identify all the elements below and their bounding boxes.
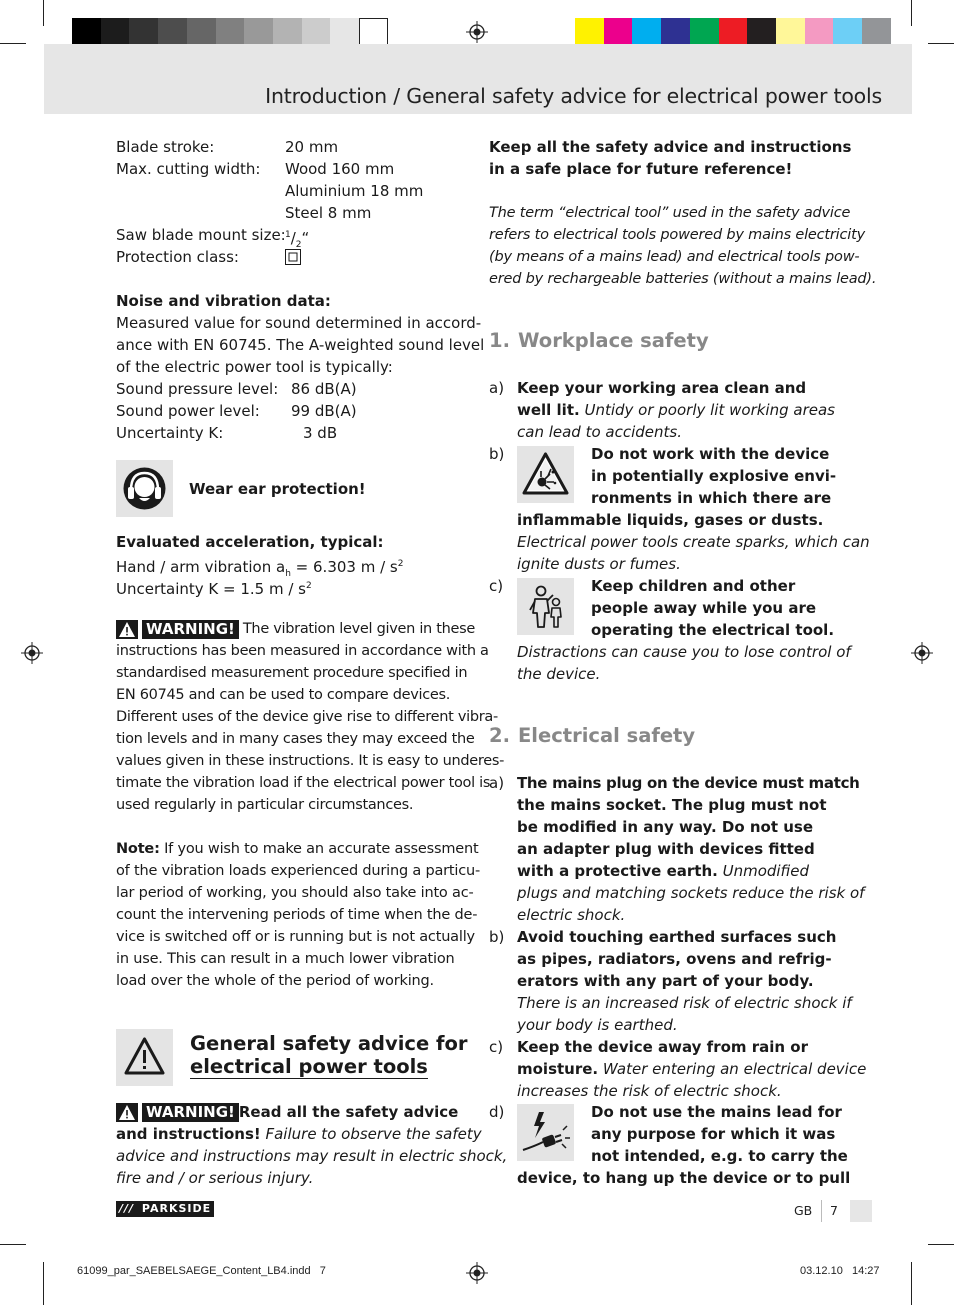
s2d-bold-line: Do not use the mains lead for [591, 1103, 842, 1121]
noise-text-line: Measured value for sound determined in accord- [116, 314, 482, 332]
read-advice-bold: and instructions! [116, 1125, 261, 1143]
grayscale-swatch [273, 18, 302, 46]
warning-text-line: EN 60745 and can be used to compare devices. [116, 687, 451, 703]
warning-text-line: Different uses of the device give rise to different vibra- [116, 709, 498, 725]
general-warning-icon-box [116, 1029, 173, 1086]
logo-stripes: /// [119, 1202, 135, 1215]
note-text-line: count the intervening periods of time when the de- [116, 907, 478, 923]
read-advice-text: Read all the safety advice [238, 1103, 459, 1121]
electric-plug-shock-icon [517, 1104, 574, 1161]
sound-pressure-label: Sound pressure level: [116, 380, 279, 398]
crop-mark [928, 1244, 954, 1245]
s2b-bold-line: Avoid touching earthed surfaces such [517, 928, 837, 946]
warning-text-line: used regularly in particular circumstances. [116, 797, 414, 813]
s2b-bold-line: as pipes, radiators, ovens and refrig- [517, 950, 832, 968]
color-swatch [776, 18, 805, 46]
registration-mark-icon [21, 642, 43, 664]
ear-protection-text: Wear ear protection! [189, 480, 366, 498]
language-code: GB [794, 1203, 813, 1218]
s1b-bold-line: ronments in which there are [591, 489, 832, 507]
crop-mark [0, 43, 26, 44]
noise-text-line: of the electric power tool is typically: [116, 358, 393, 376]
s2a-italic-line: plugs and matching sockets reduce the risk of [517, 884, 865, 902]
grayscale-swatch [158, 18, 187, 46]
s1a-bold-line: Keep your working area clean and [517, 379, 807, 397]
superscript-2: 2 [397, 559, 404, 569]
grayscale-swatch [187, 18, 216, 46]
spec-value: 20 mm [285, 138, 339, 156]
s1a-line [517, 399, 835, 421]
keep-advice-line: in a safe place for future reference! [489, 160, 793, 178]
uncertainty-label: Uncertainty K: [116, 424, 224, 442]
ear-protection-icon [116, 460, 173, 517]
grayscale-swatch [330, 18, 359, 46]
general-safety-heading-line: General safety advice for [190, 1032, 468, 1055]
hand-arm-text: Hand / arm vibration a [116, 558, 286, 576]
warning-triangle-icon [116, 1029, 173, 1086]
s1b-bold-line: inflammable liquids, gases or dusts. [517, 511, 824, 529]
term-definition-line: refers to electrical tools powered by mains electricity [489, 227, 865, 243]
note-text-line: lar period of working, you should also take into ac- [116, 885, 474, 901]
s1b-italic-line: Electrical power tools create sparks, which can [517, 533, 870, 551]
s2a-bold-line: an adapter plug with devices fitted [517, 840, 815, 858]
warning-label: WARNING! [142, 1103, 239, 1122]
crop-mark [928, 43, 954, 44]
grayscale-swatch [101, 18, 130, 46]
s2d-bold-line: any purpose for which it was [591, 1125, 836, 1143]
vibration-uncertainty-text: Uncertainty K = 1.5 m / s [116, 580, 306, 598]
uncertainty-value: 3 dB [303, 424, 338, 442]
s2c-italic: Water entering an electrical device [598, 1060, 867, 1078]
crop-mark [43, 0, 44, 26]
s2c-italic-line: increases the risk of electric shock. [517, 1082, 782, 1100]
s2a-line [517, 860, 809, 882]
section-heading-workplace-safety [489, 329, 709, 352]
s2a-italic: Unmodified [717, 862, 809, 880]
sound-pressure-value: 86 dB(A) [291, 380, 357, 398]
s2b-italic-line: your body is earthed. [517, 1016, 678, 1034]
grayscale-swatch [129, 18, 158, 46]
crop-mark [43, 1262, 44, 1305]
footer-divider [821, 1200, 822, 1222]
s2c-bold: moisture. [517, 1060, 599, 1078]
page-tab-marker [850, 1200, 872, 1222]
color-swatch [833, 18, 862, 46]
warning-text-line: timate the vibration load if the electrical power tool is [116, 775, 491, 791]
grayscale-swatch [244, 18, 273, 46]
read-advice-italic-line: fire and / or serious injury. [116, 1169, 314, 1187]
explosive-environment-icon [517, 446, 574, 503]
warning-triangle-icon [116, 1103, 138, 1122]
read-advice-italic-line: advice and instructions may result in electric shock, [116, 1147, 508, 1165]
s1c-bold-line: Keep children and other [591, 577, 796, 595]
sound-power-label: Sound power level: [116, 402, 260, 420]
hand-arm-value: = 6.303 m / s [290, 558, 398, 576]
section-heading-electrical-safety [489, 724, 695, 747]
logo-brand-text: PARKSIDE [141, 1202, 212, 1215]
s2d-bold-line: device, to hang up the device or to pull [517, 1169, 851, 1187]
subscript-h: h [285, 569, 291, 579]
registration-mark-icon [466, 1262, 488, 1284]
list-marker: b) [489, 445, 505, 463]
spec-label: Protection class: [116, 248, 239, 266]
crop-mark [911, 0, 912, 26]
s2b-bold-line: erators with any part of your body. [517, 972, 814, 990]
fraction-slash: / [290, 229, 296, 247]
color-swatch [747, 18, 776, 46]
color-swatch [661, 18, 690, 46]
general-safety-heading-line: electrical power tools [190, 1055, 428, 1078]
spec-value: Wood 160 mm [285, 160, 395, 178]
s2a-bold-line: The mains plug on the device must match [517, 774, 860, 792]
warning-triangle-icon [116, 620, 138, 639]
warning-paragraph-start [116, 618, 475, 640]
grayscale-swatch [72, 18, 101, 46]
color-swatch [690, 18, 719, 46]
s2b-italic-line: There is an increased risk of electric shock if [517, 994, 852, 1012]
mains-lead-icon-box [517, 1104, 574, 1161]
list-marker: d) [489, 1103, 505, 1121]
general-safety-heading [190, 1032, 467, 1079]
s1c-bold-line: people away while you are [591, 599, 817, 617]
s1a-italic: Untidy or poorly lit working areas [579, 401, 835, 419]
warning-text-line: standardised measurement procedure specified in [116, 665, 468, 681]
list-marker: b) [489, 928, 505, 946]
fraction-numerator: 1 [285, 230, 291, 240]
section-title: Workplace safety [517, 329, 709, 352]
s2a-bold: with a protective earth. [517, 862, 718, 880]
warning-text-line: tion levels and in many cases they may exceed the [116, 731, 475, 747]
list-marker: c) [489, 577, 504, 595]
s1c-italic-line: Distractions can cause you to lose control of [517, 643, 851, 661]
s1a-bold: well lit. [517, 401, 580, 419]
color-swatch [805, 18, 834, 46]
registration-mark-icon [911, 642, 933, 664]
color-swatch [575, 18, 604, 46]
term-definition-line: (by means of a mains lead) and electrical tools pow- [489, 249, 860, 265]
page-number: 7 [830, 1203, 838, 1218]
s1a-italic-line: can lead to accidents. [517, 423, 682, 441]
spec-label: Max. cutting width: [116, 160, 261, 178]
section-title: Electrical safety [517, 724, 696, 747]
ear-protection-icon-box [116, 460, 173, 517]
vibration-uncertainty [116, 575, 312, 600]
read-advice-line [116, 1123, 482, 1145]
note-text-line: load over the whole of the period of working. [116, 973, 434, 989]
sound-power-value: 99 dB(A) [291, 402, 357, 420]
spec-value: Steel 8 mm [285, 204, 372, 222]
color-swatch [862, 18, 891, 46]
term-definition-line: ered by rechargeable batteries (without a mains lead). [489, 271, 877, 287]
print-date: 03.12.10 14:27 [800, 1265, 880, 1277]
s1b-bold-line: Do not work with the device [591, 445, 830, 463]
spec-label: Blade stroke: [116, 138, 215, 156]
superscript-2: 2 [305, 581, 312, 591]
general-warning-paragraph-start [116, 1101, 458, 1123]
warning-text-line: The vibration level given in these [242, 621, 476, 637]
s2c-line [517, 1058, 866, 1080]
color-swatch [604, 18, 633, 46]
crop-mark [0, 1244, 26, 1245]
indd-filename: 61099_par_SAEBELSAEGE_Content_LB4.indd 7 [77, 1265, 326, 1277]
note-paragraph-start [116, 838, 478, 860]
s1c-bold-line: operating the electrical tool. [591, 621, 835, 639]
grayscale-swatch [359, 18, 388, 46]
children-icon-box [517, 578, 574, 635]
note-text-line: of the vibration loads experienced during a particu- [116, 863, 481, 879]
note-text-line: If you wish to make an accurate assessment [159, 841, 479, 857]
vibration-heading: Evaluated acceleration, typical: [116, 533, 384, 551]
list-marker: c) [489, 1038, 504, 1056]
warning-text-line: values given in these instructions. It is easy to underes- [116, 753, 505, 769]
s2a-italic-line: electric shock. [517, 906, 626, 924]
protection-class-ii-icon [285, 249, 301, 265]
registration-mark-icon [466, 21, 488, 43]
note-text-line: in use. This can result in a much lower vibration [116, 951, 455, 967]
keep-children-away-icon [517, 578, 574, 635]
fraction-denominator: 2 [295, 240, 302, 250]
section-number: 2. [489, 724, 510, 747]
noise-heading: Noise and vibration data: [116, 292, 331, 310]
list-marker: a) [489, 379, 505, 397]
section-number: 1. [489, 329, 510, 352]
warning-label: WARNING! [142, 620, 239, 639]
note-text-line: vice is switched off or is running but is not actually [116, 929, 475, 945]
color-swatch [719, 18, 748, 46]
s2c-bold-line: Keep the device away from rain or [517, 1038, 809, 1056]
s2a-bold-line: be modified in any way. Do not use [517, 818, 814, 836]
grayscale-swatch [216, 18, 245, 46]
spec-label: Saw blade mount size: [116, 226, 286, 244]
parkside-logo [116, 1201, 214, 1217]
s1b-bold-line: in potentially explosive envi- [591, 467, 837, 485]
s1b-italic-line: ignite dusts or fumes. [517, 555, 681, 573]
page-title: Introduction / General safety advice for electrical power tools [265, 84, 882, 108]
term-definition-line: The term “electrical tool” used in the safety advice [489, 205, 851, 221]
read-advice-italic: Failure to observe the safety [260, 1125, 482, 1143]
noise-text-line: ance with EN 60745. The A-weighted sound level [116, 336, 485, 354]
keep-advice-line: Keep all the safety advice and instructions [489, 138, 852, 156]
grayscale-swatch [302, 18, 331, 46]
inch-mark: “ [301, 229, 310, 247]
spec-value: Aluminium 18 mm [285, 182, 424, 200]
color-swatch [632, 18, 661, 46]
s2a-bold-line: the mains socket. The plug must not [517, 796, 827, 814]
list-marker: a) [489, 774, 505, 792]
warning-text-line: instructions has been measured in accordance with a [116, 643, 489, 659]
explosion-icon-box [517, 446, 574, 503]
note-label: Note: [116, 841, 160, 857]
crop-mark [911, 1262, 912, 1305]
s2d-bold-line: not intended, e.g. to carry the [591, 1147, 848, 1165]
s1c-italic-line: the device. [517, 665, 601, 683]
